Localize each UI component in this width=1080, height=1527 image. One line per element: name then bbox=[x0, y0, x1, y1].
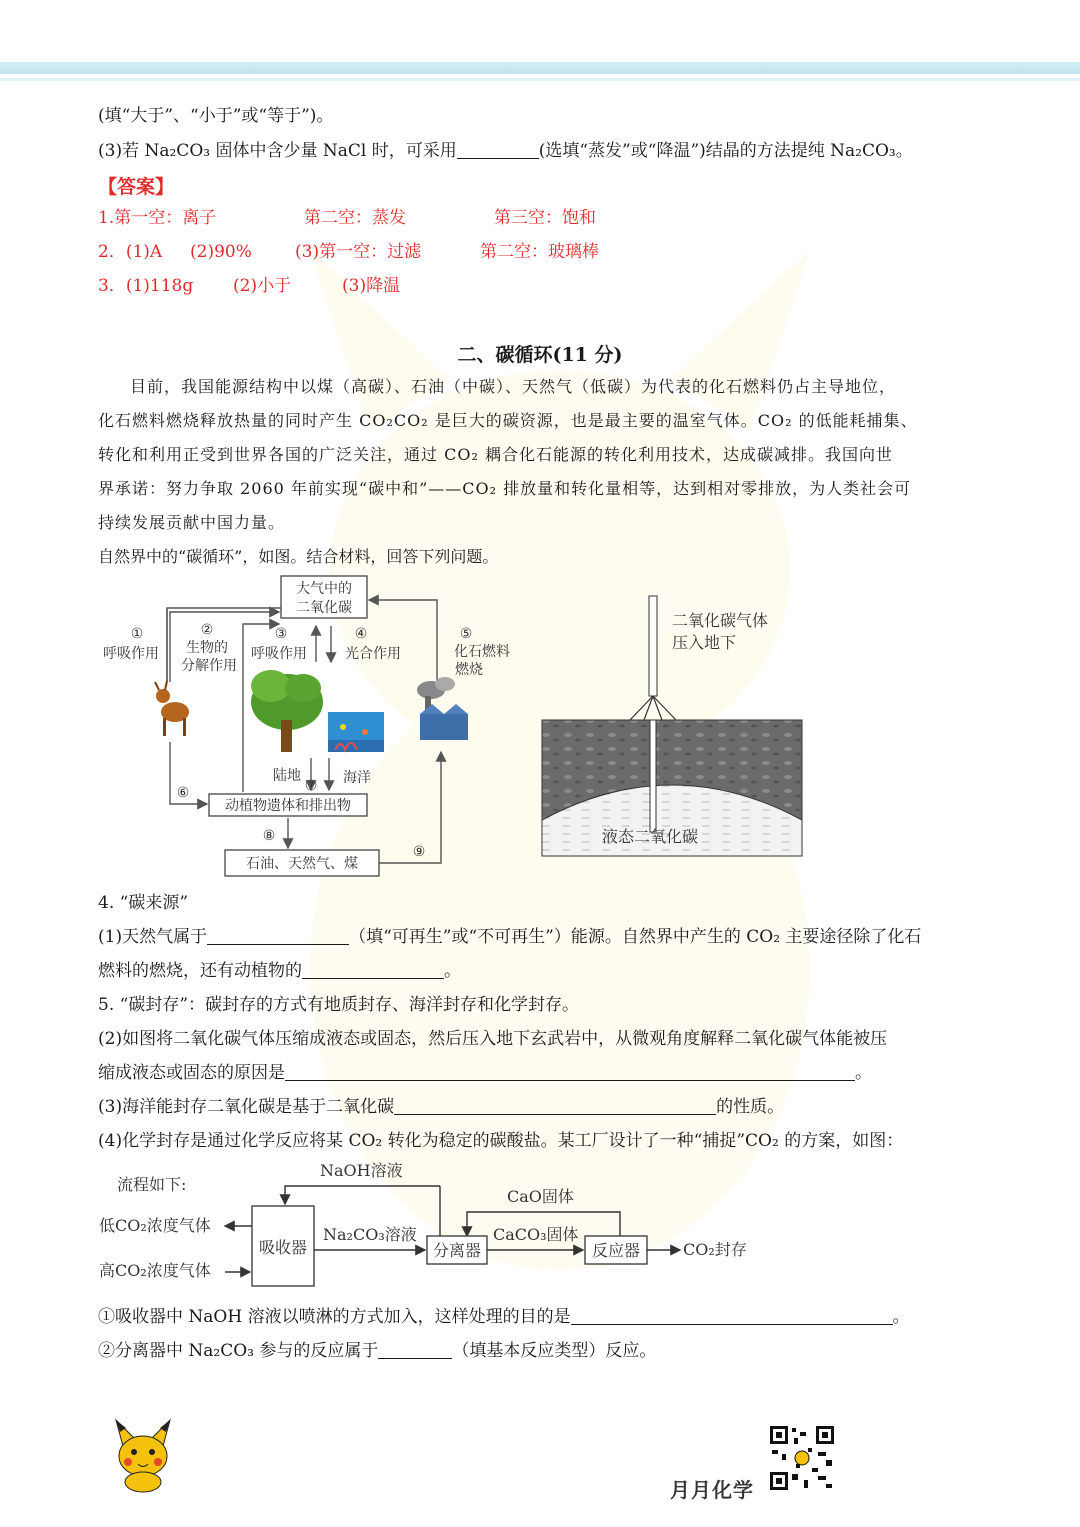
flow-output: CO₂封存 bbox=[683, 1240, 747, 1259]
q5-sub-2a: ②分离器中 Na₂CO₃ 参与的反应属于 bbox=[98, 1341, 379, 1361]
answer-3-3: (3)降温 bbox=[342, 276, 401, 296]
answer-2-3: (3)第一空：过滤 bbox=[295, 242, 422, 262]
flow-cao: CaO固体 bbox=[507, 1187, 574, 1206]
q5-2b: 缩成液态或固态的原因是 bbox=[98, 1063, 285, 1083]
label-respiration2: 呼吸作用 bbox=[251, 646, 307, 662]
intro-line-1: 目前，我国能源结构中以煤（高碳）、石油（中碳）、天然气（低碳）为代表的化石燃料仍占主导地位， bbox=[130, 377, 897, 396]
q4-title: 4. “碳来源” bbox=[98, 893, 189, 913]
capture-flow-diagram bbox=[95, 1156, 775, 1296]
label-land: 陆地 bbox=[273, 768, 301, 784]
label-fossil-2: 燃烧 bbox=[455, 662, 483, 678]
answer-1-2: 第二空：蒸发 bbox=[304, 208, 406, 228]
deer-icon bbox=[155, 681, 189, 736]
q3-3 bbox=[98, 140, 913, 162]
intro-paragraph bbox=[98, 370, 982, 574]
answer-3-2: (2)小于 bbox=[233, 276, 292, 296]
flow-caption: 流程如下: bbox=[117, 1175, 187, 1194]
storage-label-2: 压入地下 bbox=[672, 633, 737, 652]
intro-line-4: 界承诺：努力争取 2060 年前实现“碳中和”——CO₂ 排放量和转化量相等，达到相对零排放，为人类社会可 bbox=[98, 479, 912, 498]
pipe-underground bbox=[650, 720, 656, 832]
q5-sub-2-blank[interactable] bbox=[378, 1342, 452, 1359]
atmosphere-line1: 大气中的 bbox=[296, 581, 352, 597]
answer-2-1: 2．(1)A bbox=[98, 242, 163, 262]
label-fuels: 石油、天然气、煤 bbox=[246, 856, 358, 872]
injection-pipe bbox=[649, 596, 657, 696]
q5-2c: 。 bbox=[855, 1063, 872, 1083]
answer-1-1: 1.第一空：离子 bbox=[98, 208, 217, 228]
label-n8: ⑧ bbox=[262, 828, 276, 844]
intro-line-5: 持续发展贡献中国力量。 bbox=[98, 513, 286, 532]
atmosphere-line2: 二氧化碳 bbox=[296, 600, 352, 616]
q3-3-blank[interactable] bbox=[457, 142, 539, 159]
answer-row-3 bbox=[98, 275, 401, 297]
co2-storage-diagram bbox=[540, 590, 815, 860]
arrow-fuels-to-combustion bbox=[379, 752, 441, 863]
q5-3-blank[interactable] bbox=[394, 1098, 716, 1115]
answer-2-2: (2)90% bbox=[190, 242, 252, 262]
flow-absorber: 吸收器 bbox=[258, 1238, 308, 1257]
q5-4: (4)化学封存是通过化学反应将某 CO₂ 转化为稳定的碳酸盐。某工厂设计了一种“捕捉”CO₂ 的方案，如图： bbox=[98, 1131, 904, 1151]
ocean-icon bbox=[328, 712, 384, 752]
mascot-icon bbox=[104, 1410, 182, 1494]
label-photosynthesis: 光合作用 bbox=[345, 646, 401, 662]
footer-brand: 月月化学 bbox=[670, 1478, 754, 1502]
q4-1c: 燃料的燃烧，还有动植物的 bbox=[98, 961, 302, 981]
flow-high-gas: 高CO₂浓度气体 bbox=[99, 1261, 211, 1280]
answer-2-4: 第二空：玻璃棒 bbox=[480, 242, 599, 262]
q4-1b: （填“可再生”或“不可再生”）能源。自然界中产生的 CO₂ 主要途径除了化石 bbox=[349, 927, 922, 947]
arrow-fossil-combustion bbox=[369, 600, 437, 682]
label-n6: ⑥ bbox=[176, 785, 190, 801]
label-n7: ⑦ bbox=[304, 778, 318, 794]
storage-label-1: 二氧化碳气体 bbox=[672, 611, 769, 630]
q4-1 bbox=[98, 926, 921, 948]
label-decomp-1: 生物的 bbox=[186, 640, 228, 656]
label-n3: ③ bbox=[274, 626, 288, 642]
answer-1-3: 第三空：饱和 bbox=[494, 208, 596, 228]
q5-sub-2 bbox=[98, 1340, 656, 1362]
answer-row-1 bbox=[98, 207, 596, 229]
q5-sub-1 bbox=[98, 1306, 910, 1328]
q5-3a: (3)海洋能封存二氧化碳是基于二氧化碳 bbox=[98, 1097, 395, 1117]
q4-1d: 。 bbox=[444, 961, 461, 981]
answer-3-1: 3．(1)118g bbox=[98, 276, 194, 296]
label-n4: ④ bbox=[354, 626, 368, 642]
flow-separator: 分离器 bbox=[432, 1241, 482, 1260]
q5-2-cont bbox=[98, 1062, 872, 1084]
label-n5: ⑤ bbox=[459, 626, 473, 642]
label-n2: ② bbox=[200, 622, 214, 638]
label-n9: ⑨ bbox=[412, 844, 426, 860]
flow-arrow-naoh-return bbox=[285, 1186, 440, 1204]
q3-3-suffix: (选填“蒸发”或“降温”)结晶的方法提纯 Na₂CO₃。 bbox=[538, 141, 913, 161]
q5-sub-1a: ①吸收器中 NaOH 溶液以喷淋的方式加入，这样处理的目的是 bbox=[98, 1307, 571, 1327]
q4-1-cont bbox=[98, 960, 461, 982]
answer-row-2 bbox=[98, 241, 599, 263]
tree-icon bbox=[251, 670, 323, 752]
q5-sub-2b: （填基本反应类型）反应。 bbox=[452, 1341, 657, 1361]
storage-liquid-label: 液态二氧化碳 bbox=[602, 827, 699, 846]
flow-reactor: 反应器 bbox=[591, 1241, 641, 1260]
answer-heading: 【答案】 bbox=[98, 176, 175, 198]
flow-na2co3: Na₂CO₃溶液 bbox=[323, 1225, 417, 1244]
label-n1: ① bbox=[130, 626, 144, 642]
intro-line-2: 化石燃料燃烧释放热量的同时产生 CO₂CO₂ 是巨大的碳资源，也是最主要的温室气体。CO₂ 的低能耗捕集、 bbox=[98, 411, 918, 430]
pipe-nozzle bbox=[630, 696, 676, 720]
q5-3b: 的性质。 bbox=[716, 1097, 785, 1117]
header-band-thin bbox=[0, 78, 1080, 81]
label-remains: 动植物遗体和排出物 bbox=[225, 798, 351, 814]
intro-line-6: 自然界中的“碳循环”，如图。结合材料，回答下列问题。 bbox=[98, 547, 499, 566]
q4-1-blank[interactable] bbox=[207, 928, 349, 945]
label-respiration: 呼吸作用 bbox=[103, 646, 159, 662]
carbon-cycle-diagram bbox=[95, 572, 510, 882]
q5-2: (2)如图将二氧化碳气体压缩成液态或固态，然后压入地下玄武岩中，从微观角度解释二氧化碳气体能被压 bbox=[98, 1029, 888, 1049]
q5-sub-1b: 。 bbox=[892, 1307, 910, 1327]
q3-3-prefix: (3)若 Na₂CO₃ 固体中含少量 NaCl 时，可采用 bbox=[98, 141, 457, 161]
flow-caco3: CaCO₃固体 bbox=[493, 1225, 579, 1244]
q5-title: 5. “碳封存”：碳封存的方式有地质封存、海洋封存和化学封存。 bbox=[98, 995, 580, 1015]
flow-low-gas: 低CO₂浓度气体 bbox=[99, 1216, 211, 1235]
q4-1-blank2[interactable] bbox=[302, 962, 444, 979]
flow-naoh: NaOH溶液 bbox=[320, 1161, 403, 1180]
factory-icon bbox=[417, 677, 468, 740]
intro-line-3: 转化和利用正受到世界各国的广泛关注，通过 CO₂ 耦合化石能源的转化利用技术，达成碳减排。我国向世 bbox=[98, 445, 893, 464]
q4-1a: (1)天然气属于 bbox=[98, 927, 208, 947]
q3-continuation: (填“大于”、“小于”或“等于”)。 bbox=[98, 106, 334, 126]
label-fossil-1: 化石燃料 bbox=[454, 644, 510, 660]
label-decomp-2: 分解作用 bbox=[181, 658, 237, 674]
qr-code-icon bbox=[768, 1424, 836, 1492]
header-band bbox=[0, 62, 1080, 74]
label-ocean: 海洋 bbox=[343, 770, 371, 786]
q5-sub-1-blank[interactable] bbox=[571, 1308, 893, 1325]
q5-3 bbox=[98, 1096, 784, 1118]
q5-2-blank[interactable] bbox=[285, 1064, 855, 1081]
section-title: 二、碳循环(11 分) bbox=[457, 344, 623, 366]
